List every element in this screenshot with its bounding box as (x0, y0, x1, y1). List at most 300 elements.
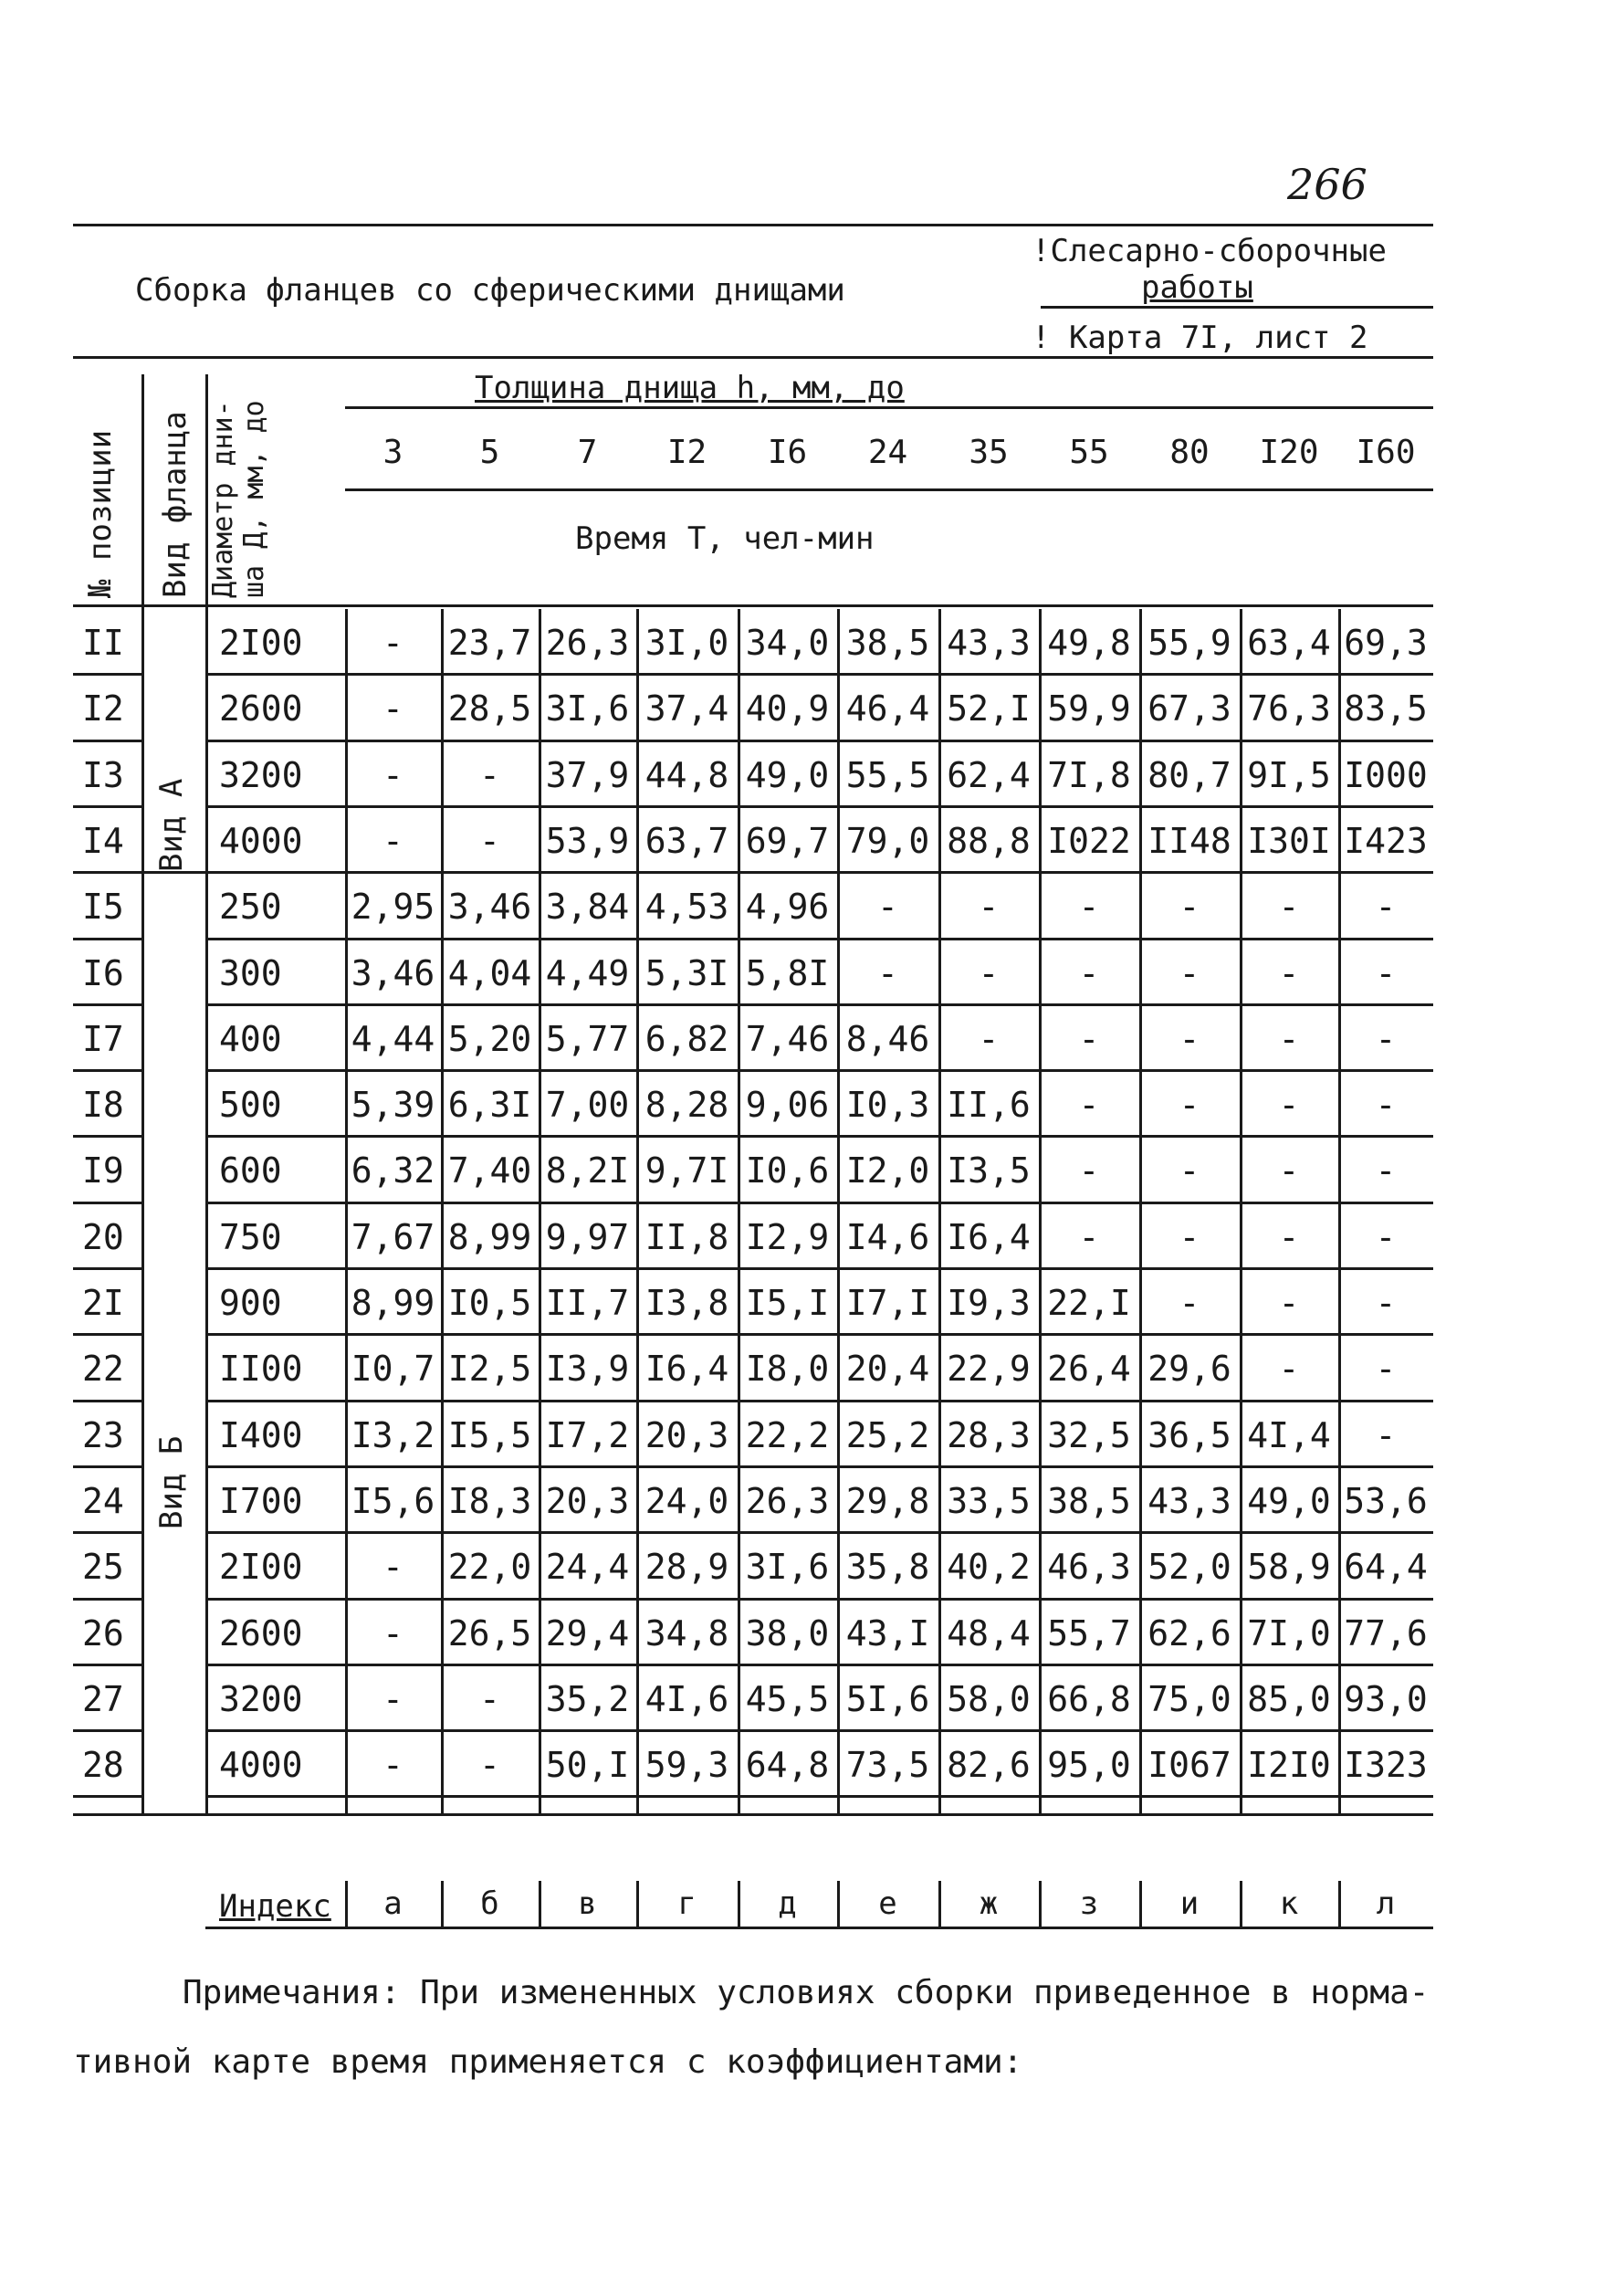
time-value: 4,53 (644, 887, 729, 928)
time-value: II48 (1147, 820, 1231, 861)
notes-line2: тивной карте время применяется с коэффициентами: (73, 2043, 1023, 2081)
thickness-values-rule (345, 488, 1433, 491)
time-value: 36,5 (1147, 1414, 1231, 1455)
row-rule (205, 871, 1433, 874)
time-value: - (382, 623, 403, 663)
time-value: I000 (1344, 754, 1428, 795)
time-value: - (479, 820, 500, 861)
time-value: I3,8 (644, 1283, 729, 1323)
time-value: 46,3 (1047, 1547, 1131, 1588)
thickness-value: I6 (767, 434, 808, 471)
row-rule-pos (73, 871, 141, 874)
time-value: 22,2 (745, 1414, 830, 1455)
row-rule (205, 1664, 1433, 1666)
time-value: 29,6 (1147, 1349, 1231, 1390)
time-value: - (877, 887, 898, 928)
time-value: 2,95 (351, 887, 435, 928)
time-value: 49,0 (1247, 1480, 1331, 1521)
time-value: 76,3 (1247, 688, 1331, 730)
time-value: I7,I (845, 1283, 930, 1323)
row-rule (205, 1598, 1433, 1601)
diameter-value: 900 (219, 1283, 282, 1323)
time-value: - (1078, 1150, 1100, 1192)
time-value: - (1179, 1216, 1200, 1257)
row-rule-pos (73, 1400, 141, 1402)
time-value: 73,5 (845, 1745, 930, 1786)
time-value: 4I,4 (1247, 1414, 1331, 1455)
time-value: 95,0 (1047, 1745, 1131, 1786)
index-divider (837, 1881, 840, 1927)
time-value: 32,5 (1047, 1414, 1131, 1455)
time-value: 6,32 (351, 1150, 435, 1192)
time-value: - (382, 1745, 403, 1786)
time-value: - (1078, 887, 1100, 928)
time-value: 50,I (545, 1745, 630, 1786)
time-value: 75,0 (1147, 1678, 1231, 1719)
time-value: - (1375, 952, 1397, 993)
time-value: 55,5 (845, 754, 930, 795)
time-value: 59,3 (644, 1745, 729, 1786)
header-body-rule (73, 604, 1433, 607)
row-rule-pos (73, 1795, 141, 1798)
time-value: 22,9 (947, 1349, 1031, 1390)
time-value: I8,0 (745, 1349, 830, 1390)
time-value: - (382, 1612, 403, 1654)
position-number: I6 (82, 952, 124, 993)
time-value: I6,4 (947, 1216, 1031, 1257)
time-value: 40,2 (947, 1547, 1031, 1588)
page-number: 266 (1287, 160, 1367, 209)
time-value: 52,0 (1147, 1547, 1231, 1588)
index-letter: к (1279, 1885, 1299, 1922)
time-value: 59,9 (1047, 688, 1131, 730)
diameter-value: 300 (219, 952, 282, 993)
thickness-value: 55 (1069, 434, 1109, 471)
time-value: - (479, 1678, 500, 1719)
index-letter: е (878, 1885, 897, 1922)
time-value: - (1278, 1150, 1300, 1192)
time-value: I2I0 (1247, 1745, 1331, 1786)
thickness-value: 35 (969, 434, 1009, 471)
index-divider (636, 1881, 639, 1927)
time-value: I323 (1344, 1745, 1428, 1786)
time-value: - (1278, 1283, 1300, 1323)
time-value: 48,4 (947, 1612, 1031, 1654)
time-value: II,6 (947, 1085, 1031, 1126)
time-value: 43,I (845, 1612, 930, 1654)
time-value: 5,39 (351, 1085, 435, 1126)
row-rule (205, 1795, 1433, 1798)
time-value: 82,6 (947, 1745, 1031, 1786)
diameter-value: I400 (219, 1414, 303, 1455)
time-value: 25,2 (845, 1414, 930, 1455)
row-rule (205, 673, 1433, 676)
row-rule (205, 1465, 1433, 1468)
time-value: 7,40 (447, 1150, 532, 1192)
time-value: - (1078, 952, 1100, 993)
time-value: - (1375, 1018, 1397, 1059)
time-value: 64,8 (745, 1745, 830, 1786)
time-value: 38,0 (745, 1612, 830, 1654)
time-value: 69,7 (745, 820, 830, 861)
time-value: I3,2 (351, 1414, 435, 1455)
time-value: - (1179, 1283, 1200, 1323)
time-value: 44,8 (644, 754, 729, 795)
time-value: 53,9 (545, 820, 630, 861)
time-value: I6,4 (644, 1349, 729, 1390)
time-value: 6,82 (644, 1018, 729, 1059)
row-rule-pos (73, 1135, 141, 1138)
time-value: - (1375, 1085, 1397, 1126)
time-value: 33,5 (947, 1480, 1031, 1521)
time-value: 35,2 (545, 1678, 630, 1719)
position-number: 22 (82, 1349, 124, 1390)
time-value: - (1278, 1085, 1300, 1126)
notes-line1: Примечания: При измененных условиях сборки приведенное в норма- (183, 1974, 1430, 2011)
row-rule (205, 938, 1433, 940)
time-value: 20,3 (545, 1480, 630, 1521)
row-rule (205, 1531, 1433, 1534)
time-value: 85,0 (1247, 1678, 1331, 1719)
time-value: 5,3I (644, 952, 729, 993)
diameter-value: 2I00 (219, 1547, 303, 1588)
row-rule-pos (73, 805, 141, 808)
time-value: I7,2 (545, 1414, 630, 1455)
row-rule (205, 805, 1433, 808)
row-rule-pos (73, 938, 141, 940)
time-value: I0,6 (745, 1150, 830, 1192)
time-value: 37,9 (545, 754, 630, 795)
time-value: - (1078, 1018, 1100, 1059)
column-divider (141, 374, 144, 1813)
row-rule-pos (73, 1069, 141, 1072)
time-value: 4,44 (351, 1018, 435, 1059)
row-rule (205, 1267, 1433, 1270)
time-value: I4,6 (845, 1216, 930, 1257)
position-number: 25 (82, 1547, 124, 1588)
diameter-value: 4000 (219, 820, 303, 861)
time-value: 38,5 (1047, 1480, 1131, 1521)
index-label: Индекс (219, 1888, 331, 1925)
row-rule (205, 1135, 1433, 1138)
time-value: - (1375, 1349, 1397, 1390)
position-number: I8 (82, 1085, 124, 1126)
row-rule-pos (73, 1202, 141, 1204)
time-value: 7,67 (351, 1216, 435, 1257)
index-letter: л (1376, 1885, 1396, 1922)
diameter-value: 2600 (219, 1612, 303, 1654)
thickness-value: I60 (1356, 434, 1416, 471)
header-work-rule (1041, 306, 1433, 309)
time-value: - (1278, 952, 1300, 993)
time-value: 8,28 (644, 1085, 729, 1126)
time-value: 62,4 (947, 754, 1031, 795)
diameter-value: 500 (219, 1085, 282, 1126)
diameter-value: 600 (219, 1150, 282, 1192)
time-value: I5,I (745, 1283, 830, 1323)
time-value: 45,5 (745, 1678, 830, 1719)
row-rule (205, 740, 1433, 742)
time-value: 5,8I (745, 952, 830, 993)
thickness-value: 5 (479, 434, 500, 471)
index-divider (738, 1881, 740, 1927)
index-divider (938, 1881, 941, 1927)
time-value: - (1179, 952, 1200, 993)
thickness-caption: Толщина днища h, мм, до (475, 370, 905, 406)
time-value: 55,7 (1047, 1612, 1131, 1654)
time-value: 34,8 (644, 1612, 729, 1654)
time-value: 3,84 (545, 887, 630, 928)
time-value: 55,9 (1147, 623, 1231, 663)
time-value: 4,96 (745, 887, 830, 928)
row-rule-pos (73, 673, 141, 676)
time-value: - (382, 1678, 403, 1719)
position-number: 23 (82, 1414, 124, 1455)
position-number: I4 (82, 820, 124, 861)
time-value: 5,77 (545, 1018, 630, 1059)
time-value: - (1078, 1085, 1100, 1126)
time-value: I2,5 (447, 1349, 532, 1390)
time-value: 20,4 (845, 1349, 930, 1390)
index-bottom-rule (205, 1927, 1433, 1929)
time-value: 3I,6 (745, 1547, 830, 1588)
time-value: 79,0 (845, 820, 930, 861)
time-value: - (1179, 1085, 1200, 1126)
diameter-value: I700 (219, 1480, 303, 1521)
time-value: I0,3 (845, 1085, 930, 1126)
thickness-value: I2 (666, 434, 707, 471)
row-rule (205, 1333, 1433, 1336)
time-value: 58,9 (1247, 1547, 1331, 1588)
time-value: - (382, 754, 403, 795)
time-value: 8,99 (447, 1216, 532, 1257)
card-label: ! Карта 7I, лист 2 (1032, 320, 1368, 356)
index-letter: а (383, 1885, 403, 1922)
time-value: - (479, 754, 500, 795)
time-value: I8,3 (447, 1480, 532, 1521)
time-value: II,7 (545, 1283, 630, 1323)
header-top-rule (73, 224, 1433, 226)
index-divider (441, 1881, 444, 1927)
diameter-value: 3200 (219, 1678, 303, 1719)
time-value: - (978, 1018, 1000, 1059)
time-value: 23,7 (447, 623, 532, 663)
time-value: - (1375, 1414, 1397, 1455)
time-value: - (1078, 1216, 1100, 1257)
time-value: - (1278, 887, 1300, 928)
index-divider (1039, 1881, 1042, 1927)
time-value: 69,3 (1344, 623, 1428, 663)
time-value: 9I,5 (1247, 754, 1331, 795)
time-value: I0,5 (447, 1283, 532, 1323)
time-value: 83,5 (1344, 688, 1428, 730)
time-value: I5,5 (447, 1414, 532, 1455)
index-letter: б (480, 1885, 499, 1922)
position-number: II (82, 623, 124, 663)
time-value: 8,46 (845, 1018, 930, 1059)
thickness-value: 3 (382, 434, 403, 471)
time-value: I30I (1247, 820, 1331, 861)
time-value: 20,3 (644, 1414, 729, 1455)
diameter-value: 2I00 (219, 623, 303, 663)
time-value: 4,04 (447, 952, 532, 993)
thickness-caption-rule (345, 406, 1433, 409)
time-value: 88,8 (947, 820, 1031, 861)
group-a-label: Вид А (153, 778, 190, 872)
diameter-value: 400 (219, 1018, 282, 1059)
time-value: - (877, 952, 898, 993)
position-number: I9 (82, 1150, 124, 1192)
time-value: 35,8 (845, 1547, 930, 1588)
work-type-line2: работы (1141, 269, 1253, 306)
col-header-position: № позиции (82, 429, 119, 598)
time-value: 8,99 (351, 1283, 435, 1323)
time-value: 5,20 (447, 1018, 532, 1059)
time-value: 4,49 (545, 952, 630, 993)
time-value: I423 (1344, 820, 1428, 861)
position-number: I7 (82, 1018, 124, 1059)
time-value: - (1179, 1150, 1200, 1192)
time-value: 9,7I (644, 1150, 729, 1192)
time-value: - (1179, 1018, 1200, 1059)
index-divider (1338, 1881, 1341, 1927)
index-letter: г (677, 1885, 697, 1922)
time-value: 34,0 (745, 623, 830, 663)
row-rule (205, 1069, 1433, 1072)
time-value: 49,8 (1047, 623, 1131, 663)
position-number: 2I (82, 1283, 124, 1323)
table-bottom-rule (73, 1813, 1433, 1816)
index-divider (1240, 1881, 1242, 1927)
row-rule-pos (73, 740, 141, 742)
time-value: 40,9 (745, 688, 830, 730)
time-value: 7,00 (545, 1085, 630, 1126)
time-value: I9,3 (947, 1283, 1031, 1323)
time-value: 26,4 (1047, 1349, 1131, 1390)
time-value: 22,I (1047, 1283, 1131, 1323)
time-value: 43,3 (1147, 1480, 1231, 1521)
time-value: - (382, 820, 403, 861)
time-value: 3,46 (351, 952, 435, 993)
diameter-value: II00 (219, 1349, 303, 1390)
time-value: 7,46 (745, 1018, 830, 1059)
time-value: I2,9 (745, 1216, 830, 1257)
time-value: 28,3 (947, 1414, 1031, 1455)
position-number: I5 (82, 887, 124, 928)
row-rule-pos (73, 1465, 141, 1468)
time-value: - (1179, 887, 1200, 928)
group-b-label: Вид Б (153, 1435, 190, 1529)
time-value: - (1375, 1216, 1397, 1257)
time-value: I3,5 (947, 1150, 1031, 1192)
time-value: 63,4 (1247, 623, 1331, 663)
thickness-value: 80 (1169, 434, 1210, 471)
time-value: 9,97 (545, 1216, 630, 1257)
diameter-value: 4000 (219, 1745, 303, 1786)
time-value: II,8 (644, 1216, 729, 1257)
time-value: 3I,0 (644, 623, 729, 663)
time-value: 26,3 (545, 623, 630, 663)
position-number: 24 (82, 1480, 124, 1521)
row-rule-pos (73, 1664, 141, 1666)
time-value: 8,2I (545, 1150, 630, 1192)
col-header-flange-view: Вид фланца (157, 411, 194, 598)
time-value: - (382, 1547, 403, 1588)
index-letter: в (578, 1885, 597, 1922)
time-value: 77,6 (1344, 1612, 1428, 1654)
time-value: 67,3 (1147, 688, 1231, 730)
index-divider (539, 1881, 541, 1927)
time-value: - (479, 1745, 500, 1786)
diameter-value: 3200 (219, 754, 303, 795)
time-value: 5I,6 (845, 1678, 930, 1719)
time-value: 62,6 (1147, 1612, 1231, 1654)
document-title: Сборка фланцев со сферическими днищами (135, 272, 845, 309)
time-value: 9,06 (745, 1085, 830, 1126)
row-rule (205, 1003, 1433, 1006)
time-value: I3,9 (545, 1349, 630, 1390)
time-value: 43,3 (947, 623, 1031, 663)
position-number: 26 (82, 1612, 124, 1654)
position-number: 27 (82, 1678, 124, 1719)
time-value: 24,0 (644, 1480, 729, 1521)
time-value: I5,6 (351, 1480, 435, 1521)
time-value: 24,4 (545, 1547, 630, 1588)
time-value: I022 (1047, 820, 1131, 861)
time-value: 28,5 (447, 688, 532, 730)
time-value: 66,8 (1047, 1678, 1131, 1719)
position-number: I3 (82, 754, 124, 795)
index-letter: з (1079, 1885, 1099, 1922)
time-value: - (978, 952, 1000, 993)
index-divider (345, 1881, 348, 1927)
diameter-value: 750 (219, 1216, 282, 1257)
time-value: 58,0 (947, 1678, 1031, 1719)
time-value: I067 (1147, 1745, 1231, 1786)
time-value: 3I,6 (545, 688, 630, 730)
time-value: - (1278, 1018, 1300, 1059)
time-value: - (382, 688, 403, 730)
position-number: 28 (82, 1745, 124, 1786)
time-value: 53,6 (1344, 1480, 1428, 1521)
time-value: 7I,0 (1247, 1612, 1331, 1654)
time-value: 26,3 (745, 1480, 830, 1521)
time-value: I0,7 (351, 1349, 435, 1390)
time-value: 28,9 (644, 1547, 729, 1588)
thickness-value: I20 (1259, 434, 1319, 471)
col-header-diameter: Диаметр дни-ша Д, мм, до (207, 400, 270, 598)
position-number: 20 (82, 1216, 124, 1257)
diameter-value: 2600 (219, 688, 303, 730)
time-value: 4I,6 (644, 1678, 729, 1719)
position-number: I2 (82, 688, 124, 730)
time-value: 80,7 (1147, 754, 1231, 795)
thickness-value: 24 (867, 434, 908, 471)
index-letter: ж (979, 1885, 999, 1922)
row-rule (205, 1729, 1433, 1732)
time-value: - (1278, 1349, 1300, 1390)
time-value: 64,4 (1344, 1547, 1428, 1588)
row-rule (205, 1202, 1433, 1204)
time-value: I2,0 (845, 1150, 930, 1192)
row-rule-pos (73, 1598, 141, 1601)
time-value: - (978, 887, 1000, 928)
row-rule-pos (73, 1333, 141, 1336)
time-value: 63,7 (644, 820, 729, 861)
row-rule (205, 1400, 1433, 1402)
time-value: 52,I (947, 688, 1031, 730)
header-bottom-rule (73, 356, 1433, 359)
